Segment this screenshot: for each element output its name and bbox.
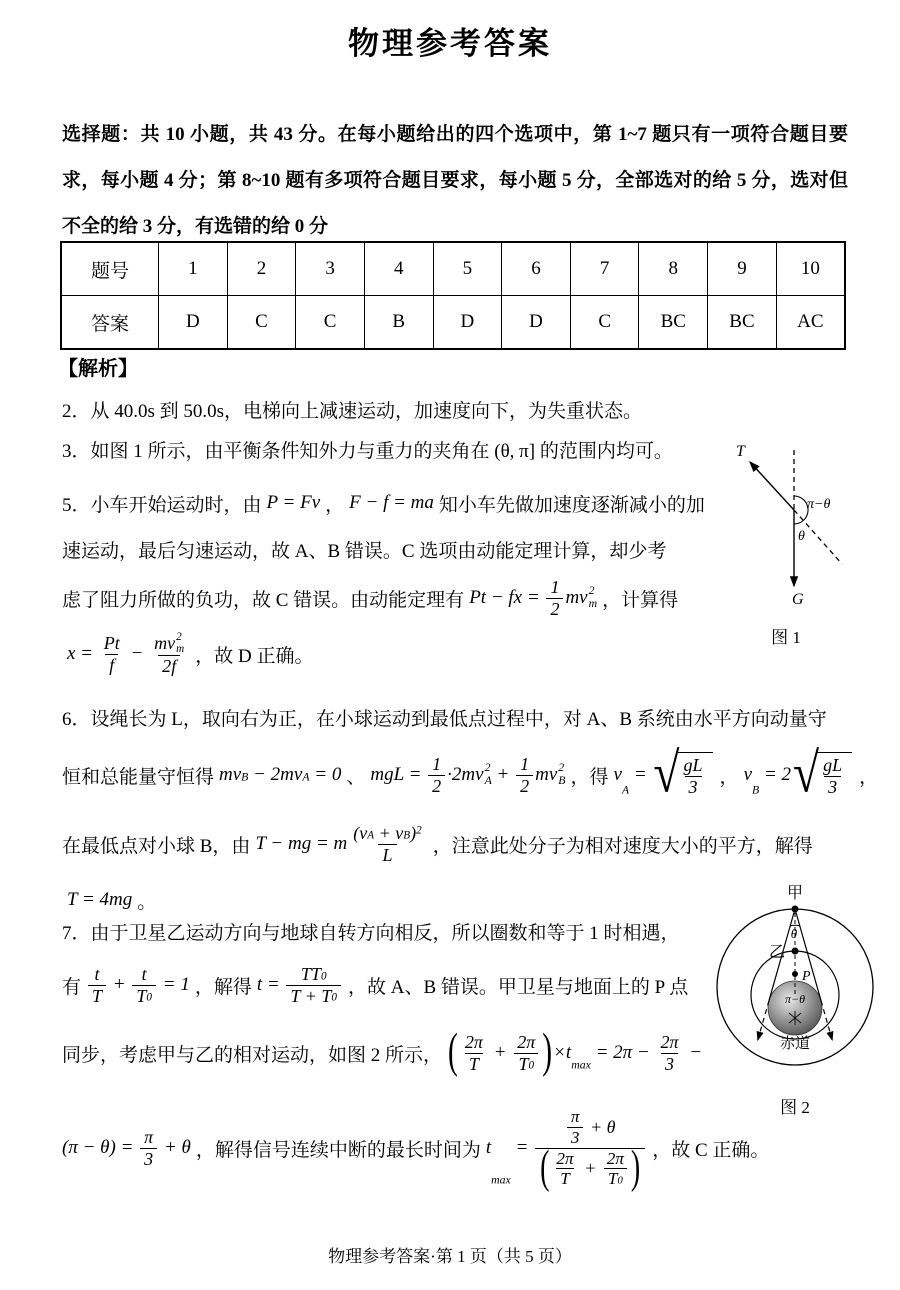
answer-cell: C [227, 296, 296, 350]
tension-vector [750, 462, 794, 510]
label-equator: 赤道 [779, 1036, 811, 1052]
question-number: 5 [433, 242, 502, 296]
text-run: ，解得信号连续中断的最长时间为 [195, 1139, 481, 1161]
text-run: 恒和总能量守恒得 [62, 766, 215, 788]
formula: ( $\frac{2\pi}{T}$ + 2π T 0 ) ×t max = 2π − $\frac{2\pi}{3}$ − [448, 1025, 703, 1079]
formula: F − f = ma [349, 492, 434, 513]
angle-arc-pi-minus-theta [794, 496, 808, 520]
text-run: ，故 D 正确。 [195, 645, 314, 667]
text-run: 知小车先做加速度逐渐减小的加 [438, 494, 705, 516]
analysis-heading: 【解析】 [58, 358, 138, 380]
label-yi: 乙 [768, 944, 785, 961]
formula: T − mg = m (v A + v B ) 2 L [255, 822, 422, 865]
text-run: ， [859, 766, 879, 788]
item7-line3 [62, 1018, 717, 1088]
label-theta: θ [798, 529, 805, 544]
text-run: ，计算得 [602, 589, 679, 611]
item6-line2 [62, 739, 887, 811]
label-P: P [802, 969, 811, 984]
figure-2 [690, 882, 900, 1118]
formula: v A = √ $\frac{gL}{3}$ [613, 751, 714, 799]
item6-line3 [62, 811, 887, 877]
text-run: ，解得 [194, 976, 252, 998]
text-run: 同步，考虑甲与乙的相对运动，如图 2 所示， [62, 1044, 443, 1066]
figure-2-caption: 图 2 [780, 1098, 810, 1117]
label-pi-minus-theta: π−θ [807, 497, 831, 512]
label-jia: 甲 [786, 885, 804, 902]
item5-line4 [62, 624, 710, 684]
item5-line3 [62, 572, 710, 624]
item7-line1 [62, 910, 717, 952]
earth-sphere [768, 981, 822, 1035]
formula: v B = 2 √ $\frac{gL}{3}$ [744, 751, 855, 799]
item7-line4 [62, 1088, 770, 1208]
table-row-answers [61, 296, 845, 350]
formula: mv B − 2mv A = 0 [219, 764, 342, 785]
question-number: 3 [296, 242, 365, 296]
answer-cell: BC [708, 296, 777, 350]
text-run: ， [719, 766, 739, 788]
answer-cell: D [502, 296, 571, 350]
analysis-item-3: 3．如图 1 所示，由平衡条件知外力与重力的夹角在 (θ, π] 的范围内均可。 [62, 441, 673, 462]
answer-cell: D [159, 296, 228, 350]
satellite-yi-dot [792, 948, 799, 955]
answer-cell: C [296, 296, 365, 350]
item6-line1 [62, 695, 887, 739]
analysis-item-5 [62, 480, 710, 684]
answer-cell: B [364, 296, 433, 350]
text-run: 速运动，最后匀速运动，故 A、B 错误。C 选项由动能定理计算，却少考 [62, 540, 667, 562]
formula: x = $\frac{Pt}{f}$ − mv 2 m 2f [67, 630, 185, 677]
table-row-question-numbers [61, 242, 845, 296]
label-theta: θ [790, 926, 798, 941]
answer-cell: D [433, 296, 502, 350]
text-run: 5．小车开始运动时，由 [62, 494, 262, 516]
text-run: 。 [137, 891, 157, 913]
text-run: ，得 [570, 766, 609, 788]
point-P-dot [792, 971, 798, 977]
item5-line1 [62, 480, 710, 526]
text-run: ，注意此处分子为相对速度大小的平方，解得 [432, 835, 813, 857]
item5-line2 [62, 526, 710, 572]
text-run: 7．由于卫星乙运动方向与地球自转方向相反，所以圈数和等于 1 时相遇， [62, 922, 680, 944]
formula: t max = $\frac{\pi}{3}$ + θ ( $\frac{2\pi}{T}$ + 2π T 0 ) [486, 1107, 647, 1189]
answer-cell: C [570, 296, 639, 350]
question-number: 7 [570, 242, 639, 296]
text-run: ， [325, 494, 345, 516]
question-number: 10 [776, 242, 845, 296]
formula: Pt − fx = $\frac{1}{2}$ mv 2 m [469, 576, 598, 619]
answer-table [60, 241, 846, 350]
formula: t = TT 0 T + T 0 [257, 964, 343, 1007]
figure-1-drawing [706, 438, 866, 616]
question-number: 2 [227, 242, 296, 296]
formula: $\frac{t}{T}$ + t T 0 = 1 [86, 964, 190, 1007]
text-run: 6．设绳长为 L，取向右为正，在小球运动到最低点过程中，对 A、B 系统由水平方向动量守 [62, 708, 827, 730]
label-T: T [736, 443, 745, 460]
question-number: 6 [502, 242, 571, 296]
text-run: ，故 C 正确。 [652, 1139, 770, 1161]
label-pi-minus-theta: π−θ [784, 992, 806, 1006]
answer-cell: BC [639, 296, 708, 350]
analysis-item-7 [62, 910, 770, 1208]
question-number: 1 [159, 242, 228, 296]
text-run: 、 [346, 766, 366, 788]
question-number: 9 [708, 242, 777, 296]
figure-1 [706, 438, 866, 648]
formula: P = Fv [266, 492, 321, 513]
question-number: 4 [364, 242, 433, 296]
text-run: ，故 A、B 错误。甲卫星与地面上的 P 点 [347, 976, 689, 998]
formula: T = 4mg [67, 889, 133, 910]
label-G: G [792, 591, 804, 608]
analysis-item-2: 2．从 40.0s 到 50.0s，电梯向上减速运动，加速度向下，为失重状态。 [62, 401, 643, 422]
angle-arc-theta [794, 520, 803, 524]
formula: mgL = $\frac{1}{2}$ ·2mv 2 A + $\frac{1}{2}$ mv 2 B [370, 753, 566, 796]
question-number-header: 题号 [61, 242, 159, 296]
intro-paragraph: 选择题：共 10 小题，共 43 分。在每小题给出的四个选项中，第 1~7 题只有一项符合题目要求，每小题 4 分；第 8~10 题有多项符合题目要求，每小题 5 分，全部选对的给 5 分，选对但不全的给 3 分，有选错的给 0 分 [62, 124, 848, 237]
text-run: 有 [62, 976, 82, 998]
question-number: 8 [639, 242, 708, 296]
formula: (π − θ) = $\frac{\pi}{3}$ + θ [62, 1126, 191, 1169]
item7-line2 [62, 952, 717, 1018]
page-title: 物理参考答案 [348, 26, 552, 61]
figure-1-caption: 图 1 [771, 628, 801, 647]
text-run: 虑了阻力所做的负功，故 C 错误。由动能定理有 [62, 589, 465, 611]
figure-2-drawing [690, 882, 900, 1086]
answer-header: 答案 [61, 296, 159, 350]
answer-cell: AC [776, 296, 845, 350]
satellite-jia-dot [792, 906, 799, 913]
text-run: 在最低点对小球 B，由 [62, 835, 251, 857]
page-footer: 物理参考答案·第 1 页（共 5 页） [328, 1247, 572, 1266]
